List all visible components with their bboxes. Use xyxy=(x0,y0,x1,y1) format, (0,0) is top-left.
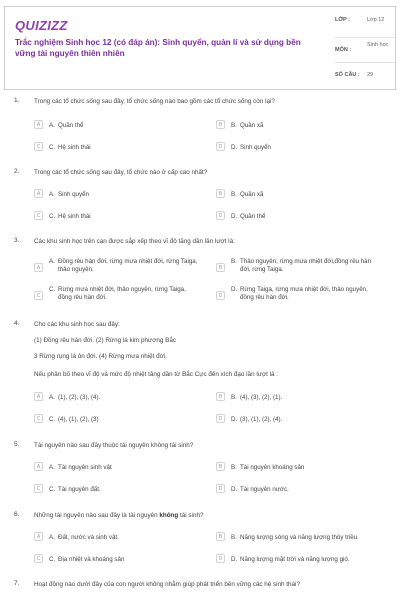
question-text-line: Nếu phân bố theo vĩ độ và mức độ nhiệt tăng dần từ Bắc Cực đến xích đạo lần lượt là : xyxy=(34,371,278,378)
option-text: Hệ sinh thái xyxy=(58,212,91,220)
option-checkbox[interactable]: C xyxy=(34,291,43,300)
option-letter: B. xyxy=(231,190,237,198)
option-checkbox[interactable]: C xyxy=(34,414,43,423)
question-text-part: Những tài nguyên nào sau đây là tài nguyên xyxy=(34,512,160,519)
meta-mon-value: Sinh học xyxy=(367,42,389,48)
option-letter: C. xyxy=(49,286,56,293)
option-text: Năng lượng mặt trời và năng lượng gió. xyxy=(240,555,350,563)
option-text: Đồng rêu hàn đới, rừng mưa nhiệt đới, rừng Taiga, thảo nguyên. xyxy=(58,258,198,273)
option-letter: D. xyxy=(231,555,238,563)
option-text: Thảo nguyên, rừng mưa nhiệt đới,đồng rêu hàn đới, rừng Taiga. xyxy=(240,258,372,273)
meta-lop-label: LỚP : xyxy=(335,17,350,23)
option-text: (1), (2), (3), (4). xyxy=(58,393,101,401)
option-letter: B. xyxy=(231,463,237,471)
option-checkbox[interactable]: B xyxy=(216,189,225,198)
option-letter: C. xyxy=(49,143,56,151)
meta-socau-label: SỐ CÂU : xyxy=(335,72,360,78)
question-number: 6. xyxy=(14,511,20,518)
option-letter: D. xyxy=(231,415,238,423)
option-letter: B. xyxy=(231,533,237,541)
question-number: 4. xyxy=(14,320,20,327)
option-letter: C. xyxy=(49,212,56,220)
option-checkbox[interactable]: A xyxy=(34,189,43,198)
option-text: Rừng mưa nhiệt đới, thảo nguyên, rừng Taiga, đồng rêu hàn đới. xyxy=(58,286,186,301)
option-checkbox[interactable]: B xyxy=(216,462,225,471)
option-letter: A. xyxy=(49,121,55,129)
question-number: 2. xyxy=(14,168,20,175)
option-letter: C. xyxy=(49,415,56,423)
option-text: Địa nhiệt và khoáng sản xyxy=(58,555,125,563)
option-checkbox[interactable]: D xyxy=(216,291,225,300)
question-number: 3. xyxy=(14,237,20,244)
option-checkbox[interactable]: B xyxy=(216,263,225,272)
worksheet-title: Trắc nghiệm Sinh học 12 (có đáp án): Sinh quyển, quản lí và sử dụng bền vững tài nguyên thiên nhiên xyxy=(15,38,301,58)
option-text: Quần xã xyxy=(240,190,264,198)
option-checkbox[interactable]: A xyxy=(34,120,43,129)
option-checkbox[interactable]: B xyxy=(216,532,225,541)
option-text: Sinh quyển xyxy=(240,143,271,151)
question-text: Tài nguyên nào sau đây thuộc tài nguyên không tái sinh? xyxy=(34,442,194,449)
option-checkbox[interactable]: B xyxy=(216,392,225,401)
option-checkbox[interactable]: A xyxy=(34,263,43,272)
question-text-bold: không xyxy=(159,512,179,519)
option-letter: B. xyxy=(231,393,237,401)
meta-mon-label: MÔN : xyxy=(335,47,352,53)
option-letter: D. xyxy=(231,286,238,293)
option-checkbox[interactable]: C xyxy=(34,484,43,493)
option-text: Tài nguyên sinh vật xyxy=(58,463,112,471)
option-checkbox[interactable]: A xyxy=(34,462,43,471)
option-text: Quần xã xyxy=(240,121,264,129)
option-letter: A. xyxy=(49,533,55,541)
option-checkbox[interactable]: D xyxy=(216,484,225,493)
option-checkbox[interactable]: C xyxy=(34,142,43,151)
option-checkbox[interactable]: D xyxy=(216,142,225,151)
question-text xyxy=(34,511,384,520)
option-text: Năng lượng sóng và năng lượng thủy triều. xyxy=(240,533,359,541)
meta-socau-value: 29 xyxy=(367,72,374,78)
option-letter: A. xyxy=(49,258,55,265)
option-checkbox[interactable]: C xyxy=(34,211,43,220)
question-number: 5. xyxy=(14,441,20,448)
option-text: Quần thể xyxy=(58,121,84,129)
question-text: Các khu sinh học trên cạn được sắp xếp theo vĩ độ tăng dần lần lượt là: xyxy=(34,238,235,245)
option-text: Sinh quyển xyxy=(58,190,89,198)
option-letter: A. xyxy=(49,393,55,401)
question-text: Cho các khu sinh học sau đây: xyxy=(34,321,120,328)
option-letter: A. xyxy=(49,190,55,198)
option-text: (4), (3), (2), (1). xyxy=(240,393,283,401)
option-letter: D. xyxy=(231,143,238,151)
option-checkbox[interactable]: D xyxy=(216,414,225,423)
option-text: Tài nguyên đất. xyxy=(58,485,101,493)
worksheet-header xyxy=(4,6,396,90)
option-checkbox[interactable]: D xyxy=(216,554,225,563)
option-text: (3), (1), (2), (4). xyxy=(240,415,283,423)
option-text: Tài nguyên nước. xyxy=(240,485,289,493)
question-text-line: (1) Đồng rêu hàn đới. (2) Rừng lá kim phương Bắc xyxy=(34,337,176,344)
option-text: (4), (1), (2), (3) xyxy=(58,415,99,423)
question-text: Trong các tổ chức sống sau đây, tổ chức sống nào bao gồm các tổ chức sống còn lại? xyxy=(34,98,275,105)
option-text: Quần thể xyxy=(240,212,266,220)
option-text: Rừng Taiga, rừng mưa nhiệt đới, thảo nguyên, đồng rêu hàn đới. xyxy=(240,286,368,301)
option-checkbox[interactable]: A xyxy=(34,532,43,541)
option-checkbox[interactable]: D xyxy=(216,211,225,220)
option-letter: C. xyxy=(49,555,56,563)
question-number: 1. xyxy=(14,97,20,104)
option-checkbox[interactable]: C xyxy=(34,554,43,563)
question-text: Trong các tổ chức sống sau đây, tổ chức nào ở cấp cao nhất? xyxy=(34,169,208,176)
question-text-part: tái sinh? xyxy=(178,512,204,519)
option-letter: C. xyxy=(49,485,56,493)
option-letter: D. xyxy=(231,485,238,493)
quizizz-logo: QUIZIZZ xyxy=(15,18,68,33)
option-letter: A. xyxy=(49,463,55,471)
meta-divider xyxy=(335,37,395,38)
question-number: 7. xyxy=(14,580,20,587)
option-text: Tài nguyên khoáng sản xyxy=(240,463,305,471)
option-letter: B. xyxy=(231,121,237,129)
option-letter: D. xyxy=(231,212,238,220)
option-letter: B. xyxy=(231,258,237,265)
option-text: Đất, nước và sinh vật. xyxy=(58,533,119,541)
option-text: Hệ sinh thái xyxy=(58,143,91,151)
option-checkbox[interactable]: A xyxy=(34,392,43,401)
meta-divider xyxy=(335,62,395,63)
meta-lop-value: Lớp 12 xyxy=(367,17,385,23)
option-checkbox[interactable]: B xyxy=(216,120,225,129)
question-text-line: 3 Rừng rụng lá ôn đới. (4) Rừng mưa nhiệt đới. xyxy=(34,353,167,360)
question-text: Hoạt động nào dưới đây của con người không nhằm giúp phát triển bền vững các hệ sinh thái? xyxy=(34,581,300,588)
